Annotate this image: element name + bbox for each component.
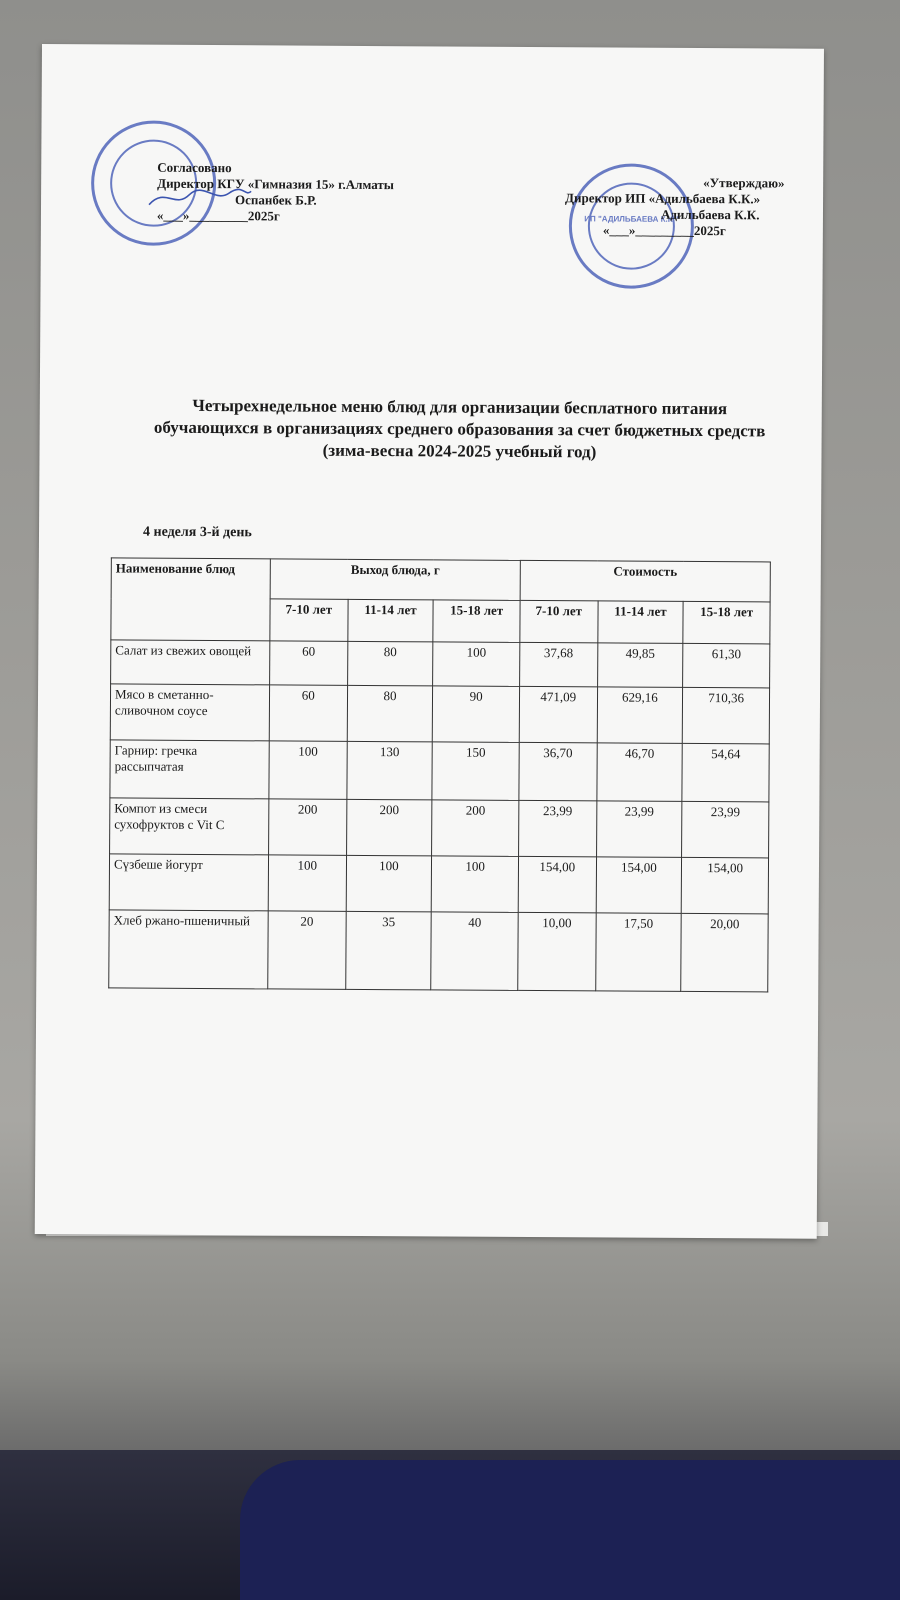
- dish-name: Гарнир: гречка рассыпчатая: [110, 740, 269, 799]
- header-cost: Стоимость: [520, 560, 770, 602]
- cost-value: 629,16: [597, 687, 683, 744]
- background-clothing: [240, 1460, 900, 1600]
- table-row: [110, 684, 769, 744]
- cost-value: 49,85: [597, 643, 683, 688]
- cost-value: 61,30: [683, 643, 770, 688]
- age-output-15-18: 15-18 лет: [433, 600, 520, 643]
- cost-value: 710,36: [683, 687, 770, 744]
- table-row: [111, 640, 770, 688]
- age-output-7-10: 7-10 лет: [270, 599, 348, 641]
- dish-name: Мясо в сметанно-сливочном соусе: [110, 684, 269, 741]
- cost-value: 154,00: [518, 856, 596, 912]
- age-cost-15-18: 15-18 лет: [683, 601, 770, 644]
- cost-value: 23,99: [682, 801, 769, 858]
- right-stamp-text: ИП "АДИЛЬБАЕВА К.К.": [584, 214, 679, 224]
- document-title: Четырехнедельное меню блюд для организации бесплатного питания обучающихся в организациях среднего образования за счет бюджетных средств (зима-весна 2024-2025 учебный год): [153, 395, 766, 462]
- approval-left-heading: Согласовано: [157, 159, 232, 176]
- day-label: 4 неделя 3-й день: [142, 524, 252, 541]
- output-value: 100: [433, 642, 520, 687]
- output-value: 80: [347, 641, 433, 686]
- table-row: [110, 798, 769, 858]
- output-value: 40: [431, 912, 518, 991]
- dish-name: Хлеб ржано-пшеничный: [109, 910, 268, 989]
- header-dish-name: Наименование блюд: [111, 558, 270, 641]
- dish-name: Компот из смеси сухофруктов с Vit C: [110, 798, 269, 855]
- dish-name: Салат из свежих овощей: [111, 640, 270, 685]
- approval-right-line1: Директор ИП «Адильбаева К.К.»: [565, 190, 761, 207]
- approval-left-line3: «___»_________2025г: [156, 207, 280, 224]
- output-value: 90: [433, 686, 520, 743]
- output-value: 60: [270, 641, 348, 685]
- approval-right-line2: Адильбаева К.К.: [660, 206, 760, 223]
- output-value: 60: [269, 685, 347, 741]
- output-value: 130: [347, 741, 433, 800]
- output-value: 80: [347, 685, 433, 742]
- cost-value: 154,00: [596, 857, 682, 914]
- output-value: 100: [268, 855, 346, 911]
- cost-value: 23,99: [519, 800, 597, 856]
- cost-value: 37,68: [520, 642, 598, 686]
- output-value: 35: [345, 911, 431, 990]
- table-row: [109, 854, 768, 914]
- table-row: [110, 740, 769, 802]
- approval-right-line3: «___»_________2025г: [602, 222, 726, 239]
- cost-value: 46,70: [596, 743, 682, 802]
- document-page: [35, 44, 824, 1239]
- age-cost-7-10: 7-10 лет: [520, 600, 598, 642]
- cost-value: 23,99: [596, 801, 682, 858]
- cost-value: 154,00: [681, 857, 768, 914]
- approval-right-heading: «Утверждаю»: [703, 175, 785, 191]
- age-cost-11-14: 11-14 лет: [597, 601, 683, 644]
- output-value: 200: [269, 799, 347, 855]
- approval-left-line2: Оспанбек Б.Р.: [235, 192, 317, 208]
- header-output: Выход блюда, г: [270, 559, 520, 601]
- dish-name: Сүзбеше йогурт: [109, 854, 268, 911]
- output-value: 200: [432, 800, 519, 857]
- cost-value: 54,64: [682, 743, 769, 802]
- cost-value: 17,50: [595, 913, 681, 992]
- age-output-11-14: 11-14 лет: [347, 599, 433, 642]
- left-signature: [145, 183, 255, 214]
- table-row: [109, 910, 768, 992]
- cost-value: 10,00: [518, 912, 596, 990]
- menu-table: [108, 557, 771, 992]
- output-value: 100: [269, 741, 347, 799]
- cost-value: 20,00: [681, 913, 768, 992]
- approval-left-line1: Директор КГУ «Гимназия 15» г.Алматы: [157, 175, 395, 193]
- cost-value: 36,70: [519, 742, 597, 800]
- cost-value: 471,09: [519, 686, 597, 742]
- output-value: 200: [346, 799, 432, 856]
- output-value: 150: [432, 742, 519, 801]
- output-value: 100: [346, 855, 432, 912]
- output-value: 20: [268, 911, 346, 989]
- output-value: 100: [432, 856, 519, 913]
